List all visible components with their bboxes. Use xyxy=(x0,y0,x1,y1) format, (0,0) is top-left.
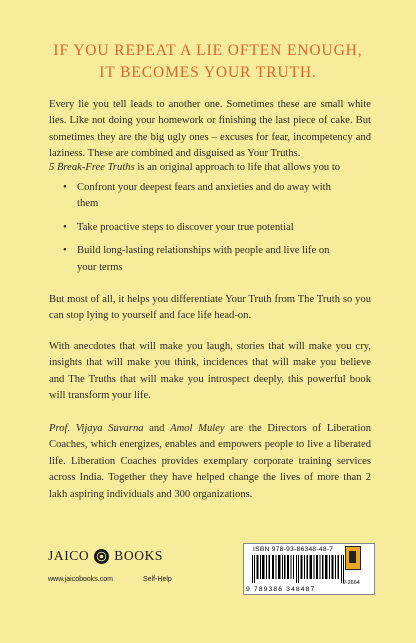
barcode-icon xyxy=(252,555,347,583)
headline-line-2: IT BECOMES YOUR TRUTH. xyxy=(99,64,317,81)
list-item xyxy=(49,220,349,236)
benefits-list xyxy=(49,180,349,283)
promise-paragraph: With anecdotes that will make you laugh, stories that will make you cry, insights that will make you think, incidences that will make you believe and The Truths that will make you introspect deeply, this powerful book will transform your life. xyxy=(49,341,371,402)
book-title: 5 Break-Free Truths xyxy=(49,162,135,173)
approach-paragraph xyxy=(49,160,371,176)
publisher-name-right: BOOKS xyxy=(114,548,164,563)
list-item-text: Confront your deepest fears and anxieties and do away with them xyxy=(77,182,331,210)
approach-text: is an original approach to life that allows you to xyxy=(134,162,341,173)
isbn-number: ISBN 978-93-86348-48-7 xyxy=(253,546,334,553)
list-item xyxy=(49,243,349,276)
bullet-icon: • xyxy=(63,221,67,233)
bullet-icon: • xyxy=(63,245,67,257)
back-cover-headline xyxy=(0,40,416,84)
bullet-icon: • xyxy=(63,182,67,193)
barcode-digits: 9 789386 348487 xyxy=(246,586,316,593)
author-1: Prof. Vijaya Suvarna xyxy=(49,423,144,434)
authors-bio: are the Directors of Liberation Coaches, which energizes, enables and empowers people to live a liberated life. Liberation Coaches provides exemplary corporate training services across India. Together they have helped change the lives of more than 2 lakh aspiring individuals and 300 organizations. xyxy=(49,423,372,500)
intro-paragraph: Every lie you tell leads to another one. Sometimes these are small white lies. Like not doing your homework or finishing the last piece of cake. But sometimes they are the big ugly ones – excuses for fear, incompetency and laziness. These are combined and disguised as Your Truths. xyxy=(49,99,371,160)
publisher-seal-icon xyxy=(94,549,109,564)
authors-paragraph xyxy=(49,421,371,503)
catalog-code: J-2664 xyxy=(343,580,360,586)
list-item xyxy=(49,180,349,213)
book-category: Self-Help xyxy=(143,576,172,583)
jaico-imprint-icon xyxy=(345,546,361,570)
author-2: Amol Muley xyxy=(170,423,225,434)
publisher-url: www.jaicobooks.com xyxy=(48,576,113,583)
list-item-text: Build long-lasting relationships with people and live life on your terms xyxy=(77,245,330,273)
publisher-logo xyxy=(48,545,163,567)
truth-paragraph: But most of all, it helps you differentiate Your Truth from The Truth so you can stop lying to yourself and face life head-on. xyxy=(49,294,371,322)
list-item-text: Take proactive steps to discover your true potential xyxy=(77,221,294,233)
headline-line-1: IF YOU REPEAT A LIE OFTEN ENOUGH, xyxy=(53,42,363,59)
author-connector: and xyxy=(143,423,171,434)
publisher-name-left: JAICO xyxy=(48,548,90,563)
